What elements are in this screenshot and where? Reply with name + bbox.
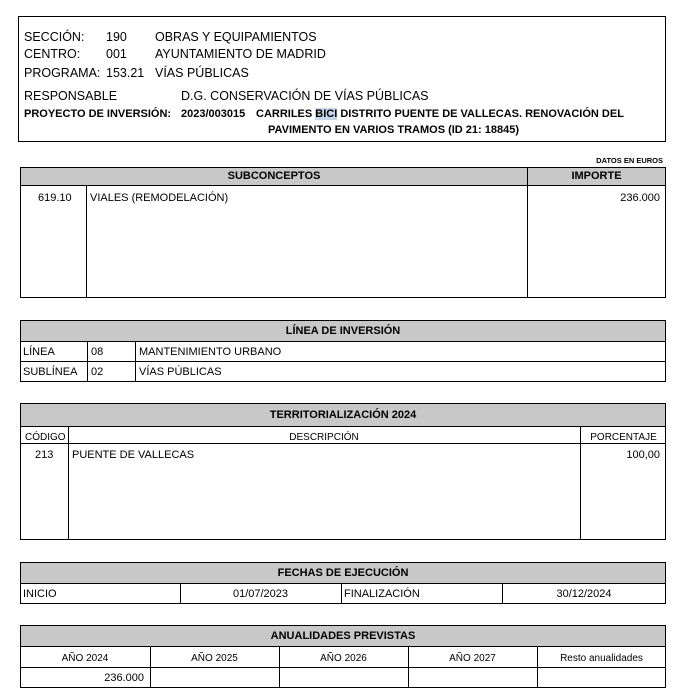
- proyecto-label: PROYECTO DE INVERSIÓN:: [24, 108, 172, 120]
- seccion-name: OBRAS Y EQUIPAMIENTOS: [155, 30, 317, 44]
- anualidad-value-2024: 236.000: [104, 672, 144, 684]
- seccion-code: 190: [106, 30, 127, 44]
- subconceptos-col-divider-2: [527, 186, 528, 298]
- anualidad-col-2024: AÑO 2024: [61, 653, 109, 664]
- subconceptos-header: SUBCONCEPTOS: [20, 167, 528, 186]
- subconceptos-table: [20, 167, 666, 298]
- fechas-header: FECHAS DE EJECUCIÓN: [20, 562, 666, 584]
- sublinea-label: SUBLÍNEA: [23, 366, 78, 378]
- territorio-pct: 100,00: [626, 449, 660, 461]
- anualidad-col-resto: Resto anualidades: [560, 653, 643, 664]
- linea-code: 08: [91, 346, 104, 358]
- col-codigo: CÓDIGO: [25, 432, 66, 443]
- proyecto-title-part2: DISTRITO PUENTE DE VALLECAS. RENOVACIÓN DEL: [337, 108, 624, 120]
- territorio-desc: PUENTE DE VALLECAS: [72, 449, 195, 461]
- proyecto-title-part1: CARRILES: [256, 108, 316, 120]
- centro-name: AYUNTAMIENTO DE MADRID: [155, 47, 326, 61]
- anualidad-col-2025: AÑO 2025: [191, 653, 238, 664]
- sublinea-name: VÍAS PÚBLICAS: [139, 366, 222, 378]
- proyecto-code: 2023/003015: [181, 108, 246, 120]
- linea-row-divider: [20, 361, 666, 362]
- responsable-value: D.G. CONSERVACIÓN DE VÍAS PÚBLICAS: [181, 89, 429, 103]
- importe-header: IMPORTE: [527, 167, 666, 186]
- programa-label: PROGRAMA:: [24, 66, 101, 80]
- anualidades-row-divider: [20, 667, 666, 668]
- territorializacion-header: TERRITORIALIZACIÓN 2024: [20, 403, 666, 427]
- linea-name: MANTENIMIENTO URBANO: [139, 346, 282, 358]
- subconceptos-col-divider: [86, 186, 87, 298]
- subconcepto-desc: VIALES (REMODELACIÓN): [90, 192, 229, 204]
- fechas-col-divider-2: [341, 584, 342, 604]
- territorializacion-colhdr-divider: [20, 443, 666, 444]
- anualidad-col-2027: AÑO 2027: [449, 653, 496, 664]
- centro-code: 001: [106, 47, 127, 61]
- responsable-label: RESPONSABLE: [24, 89, 118, 103]
- col-descripcion: DESCRIPCIÓN: [289, 432, 359, 443]
- fin-label: FINALIZACIÓN: [344, 588, 420, 600]
- territorio-code: 213: [35, 449, 54, 461]
- inicio-label: INICIO: [23, 588, 57, 600]
- sublinea-code: 02: [91, 366, 104, 378]
- subconcepto-code: 619.10: [38, 192, 72, 204]
- anualidades-header: ANUALIDADES PREVISTAS: [20, 625, 666, 647]
- anualidad-col-2026: AÑO 2026: [320, 653, 367, 664]
- proyecto-title: [256, 108, 624, 120]
- centro-label: CENTRO:: [24, 47, 81, 61]
- linea-inversion-header: LÍNEA DE INVERSIÓN: [20, 320, 666, 342]
- datos-en-euros: DATOS EN EUROS: [596, 156, 663, 165]
- inicio-value: 01/07/2023: [232, 588, 289, 600]
- programa-name: VÍAS PÚBLICAS: [155, 66, 249, 80]
- territorializacion-col-divider-2: [580, 427, 581, 540]
- col-porcentaje: PORCENTAJE: [590, 432, 657, 443]
- seccion-label: SECCIÓN:: [24, 30, 85, 44]
- linea-col-divider-1: [87, 342, 88, 382]
- linea-label: LÍNEA: [23, 346, 55, 358]
- territorializacion-col-divider-1: [68, 427, 69, 540]
- fin-value: 30/12/2024: [556, 588, 612, 600]
- proyecto-title-line2-text: PAVIMENTO EN VARIOS TRAMOS (ID 21: 18845): [268, 124, 520, 136]
- proyecto-title-highlight[interactable]: BICI: [315, 108, 338, 120]
- linea-col-divider-2: [135, 342, 136, 382]
- programa-code: 153.21: [106, 66, 145, 80]
- subconcepto-importe: 236.000: [620, 192, 660, 204]
